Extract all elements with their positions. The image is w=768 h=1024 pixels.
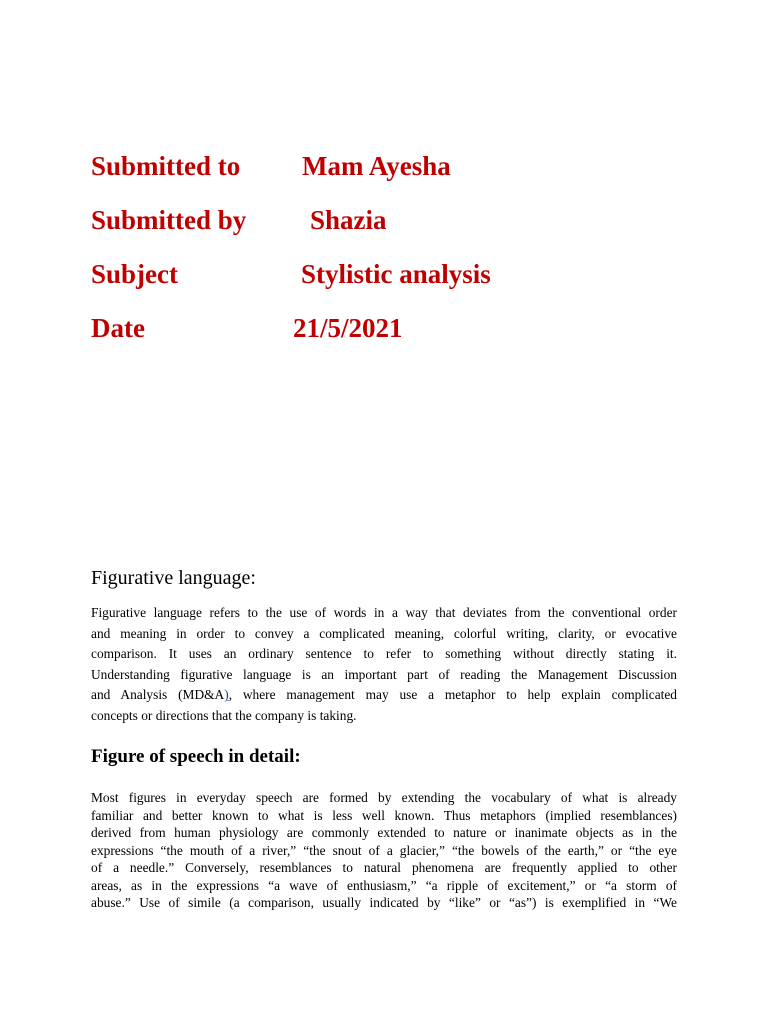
paragraph-line: derived from human physiology are commonly extended to nature or inanimate objects as in the [91, 825, 677, 840]
paragraph-line-with-link [91, 685, 677, 706]
paragraph-line: of a needle.” Conversely, resemblances to natural phenomena are frequently applied to other [91, 860, 677, 875]
paragraph-line: familiar and better known to what is less well known. Thus metaphors (implied resemblances) [91, 807, 677, 823]
line-text-after: , where management may use a metaphor to help explain complicated [228, 687, 677, 703]
paragraph-line: abuse.” Use of simile (a comparison, usually indicated by “like” or “as”) is exemplified in “We [91, 895, 677, 910]
paragraph-line: Figurative language refers to the use of words in a way that deviates from the conventional order [91, 605, 677, 620]
section-heading-figurative-language: Figurative language: [91, 567, 256, 589]
line-text-before: and Analysis (MD&A [91, 687, 225, 703]
paragraph-line: areas, as in the expressions “a wave of enthusiasm,” “a ripple of excitement,” or “a storm of [91, 877, 677, 893]
footnote-link[interactable]: ) [224, 687, 229, 703]
paragraph-line: expressions “the mouth of a river,” “the snout of a glacier,” “the bowels of the earth,” or “the eye [91, 842, 677, 858]
date-label: Date [91, 313, 145, 343]
submitted-to-row [91, 148, 731, 184]
paragraph-line: Most figures in everyday speech are formed by extending the vocabulary of what is already [91, 790, 677, 805]
date-row [91, 310, 731, 346]
submitted-by-label: Submitted by [91, 205, 247, 235]
submitted-by-row [91, 202, 731, 238]
paragraph-figurative-language [91, 603, 677, 727]
subject-label: Subject [91, 259, 178, 289]
submitted-to-value: Mam Ayesha [302, 151, 451, 181]
submitted-to-label: Submitted to [91, 151, 241, 181]
paragraph-line: Understanding figurative language is an important part of reading the Management Discussion [91, 666, 677, 682]
paragraph-line: concepts or directions that the company is taking. [91, 707, 357, 723]
paragraph-line: and meaning in order to convey a complicated meaning, colorful writing, clarity, or evocative [91, 625, 677, 641]
date-value: 21/5/2021 [293, 313, 403, 343]
subject-value: Stylistic analysis [301, 259, 491, 289]
section-heading-figure-of-speech: Figure of speech in detail: [91, 746, 301, 767]
subject-row [91, 256, 731, 292]
paragraph-figure-of-speech [91, 789, 677, 912]
paragraph-line: comparison. It uses an ordinary sentence to refer to something without directly stating it. [91, 646, 677, 662]
submitted-by-value: Shazia [310, 205, 387, 235]
